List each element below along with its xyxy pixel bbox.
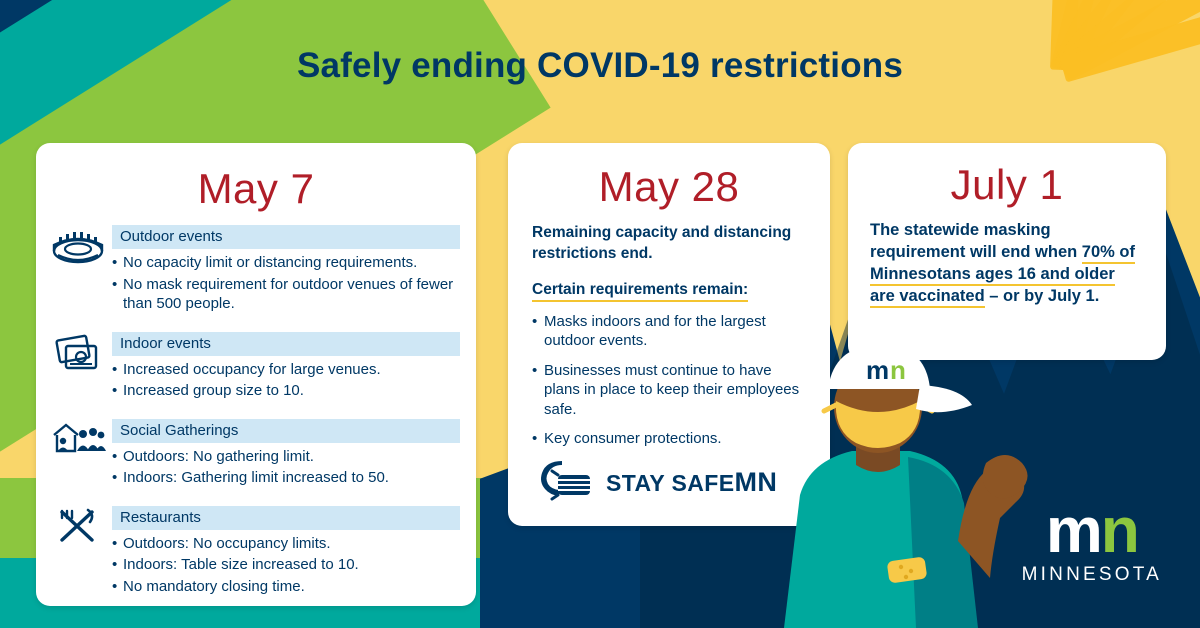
section-indoor-events (36, 332, 476, 401)
list-item: • Outdoors: No occupancy limits. (112, 534, 476, 554)
page-title: Safely ending COVID-19 restrictions (296, 46, 904, 85)
body-before: The statewide masking requirement will end when (870, 221, 1082, 262)
section-outdoor-events (36, 225, 476, 314)
tickets-icon (50, 332, 106, 376)
list-item: • Indoors: Table size increased to 10. (112, 555, 476, 575)
card-date: May 28 (598, 163, 740, 210)
list-item: • Key consumer protections. (532, 429, 806, 449)
stadium-icon (50, 225, 106, 269)
section-heading: Social Gatherings (112, 419, 460, 443)
card-subheading: Certain requirements remain: (532, 281, 748, 302)
section-bullets (112, 253, 476, 314)
section-social-gatherings (36, 419, 476, 488)
section-bullets (112, 360, 476, 401)
card-may-7 (36, 143, 476, 606)
card-lead-text: Remaining capacity and distancing restrictions end. (532, 224, 792, 262)
house-people-icon (50, 419, 106, 463)
card-body (848, 219, 1166, 307)
masked-face-icon (532, 457, 594, 508)
list-item: • Businesses must continue to have plans in place to keep their employees safe. (532, 361, 806, 420)
svg-text:n: n (890, 355, 906, 385)
fork-knife-icon (50, 506, 106, 550)
list-item: • Increased occupancy for large venues. (112, 360, 476, 380)
stay-safe-text (606, 467, 777, 498)
list-item: • Indoors: Gathering limit increased to 50. (112, 468, 476, 488)
list-item: • No mask requirement for outdoor venues of fewer than 500 people. (112, 275, 476, 314)
body-underlined: 70% of Minnesotans ages 16 and older are vaccinated (870, 243, 1135, 308)
mn-monogram (1022, 494, 1162, 567)
section-bullets (112, 534, 476, 597)
card-date: July 1 (950, 161, 1064, 208)
minnesota-logo (1021, 494, 1162, 586)
stay-safe-label: STAY SAFE (606, 470, 735, 496)
list-item: • No mandatory closing time. (112, 577, 476, 597)
list-item: • No capacity limit or distancing requirements. (112, 253, 476, 273)
list-item: • Outdoors: No gathering limit. (112, 447, 476, 467)
logo-n: n (1100, 494, 1138, 567)
card-july-1 (848, 143, 1166, 360)
section-bullets (112, 447, 476, 488)
mn-label: MN (734, 467, 778, 497)
body-after: – or by July 1. (984, 287, 1100, 306)
logo-wordmark: MINNESOTA (1021, 564, 1162, 585)
section-heading: Indoor events (112, 332, 460, 356)
list-item: • Increased group size to 10. (112, 381, 476, 401)
list-item: • Masks indoors and for the largest outdoor events. (532, 312, 806, 351)
logo-m: m (1045, 494, 1101, 567)
section-restaurants (36, 506, 476, 597)
card-bullets (532, 312, 806, 449)
card-date: May 7 (197, 165, 315, 212)
section-heading: Outdoor events (112, 225, 460, 249)
stay-safe-mn-logo (532, 457, 777, 508)
svg-text:m: m (866, 355, 890, 385)
section-heading: Restaurants (112, 506, 460, 530)
